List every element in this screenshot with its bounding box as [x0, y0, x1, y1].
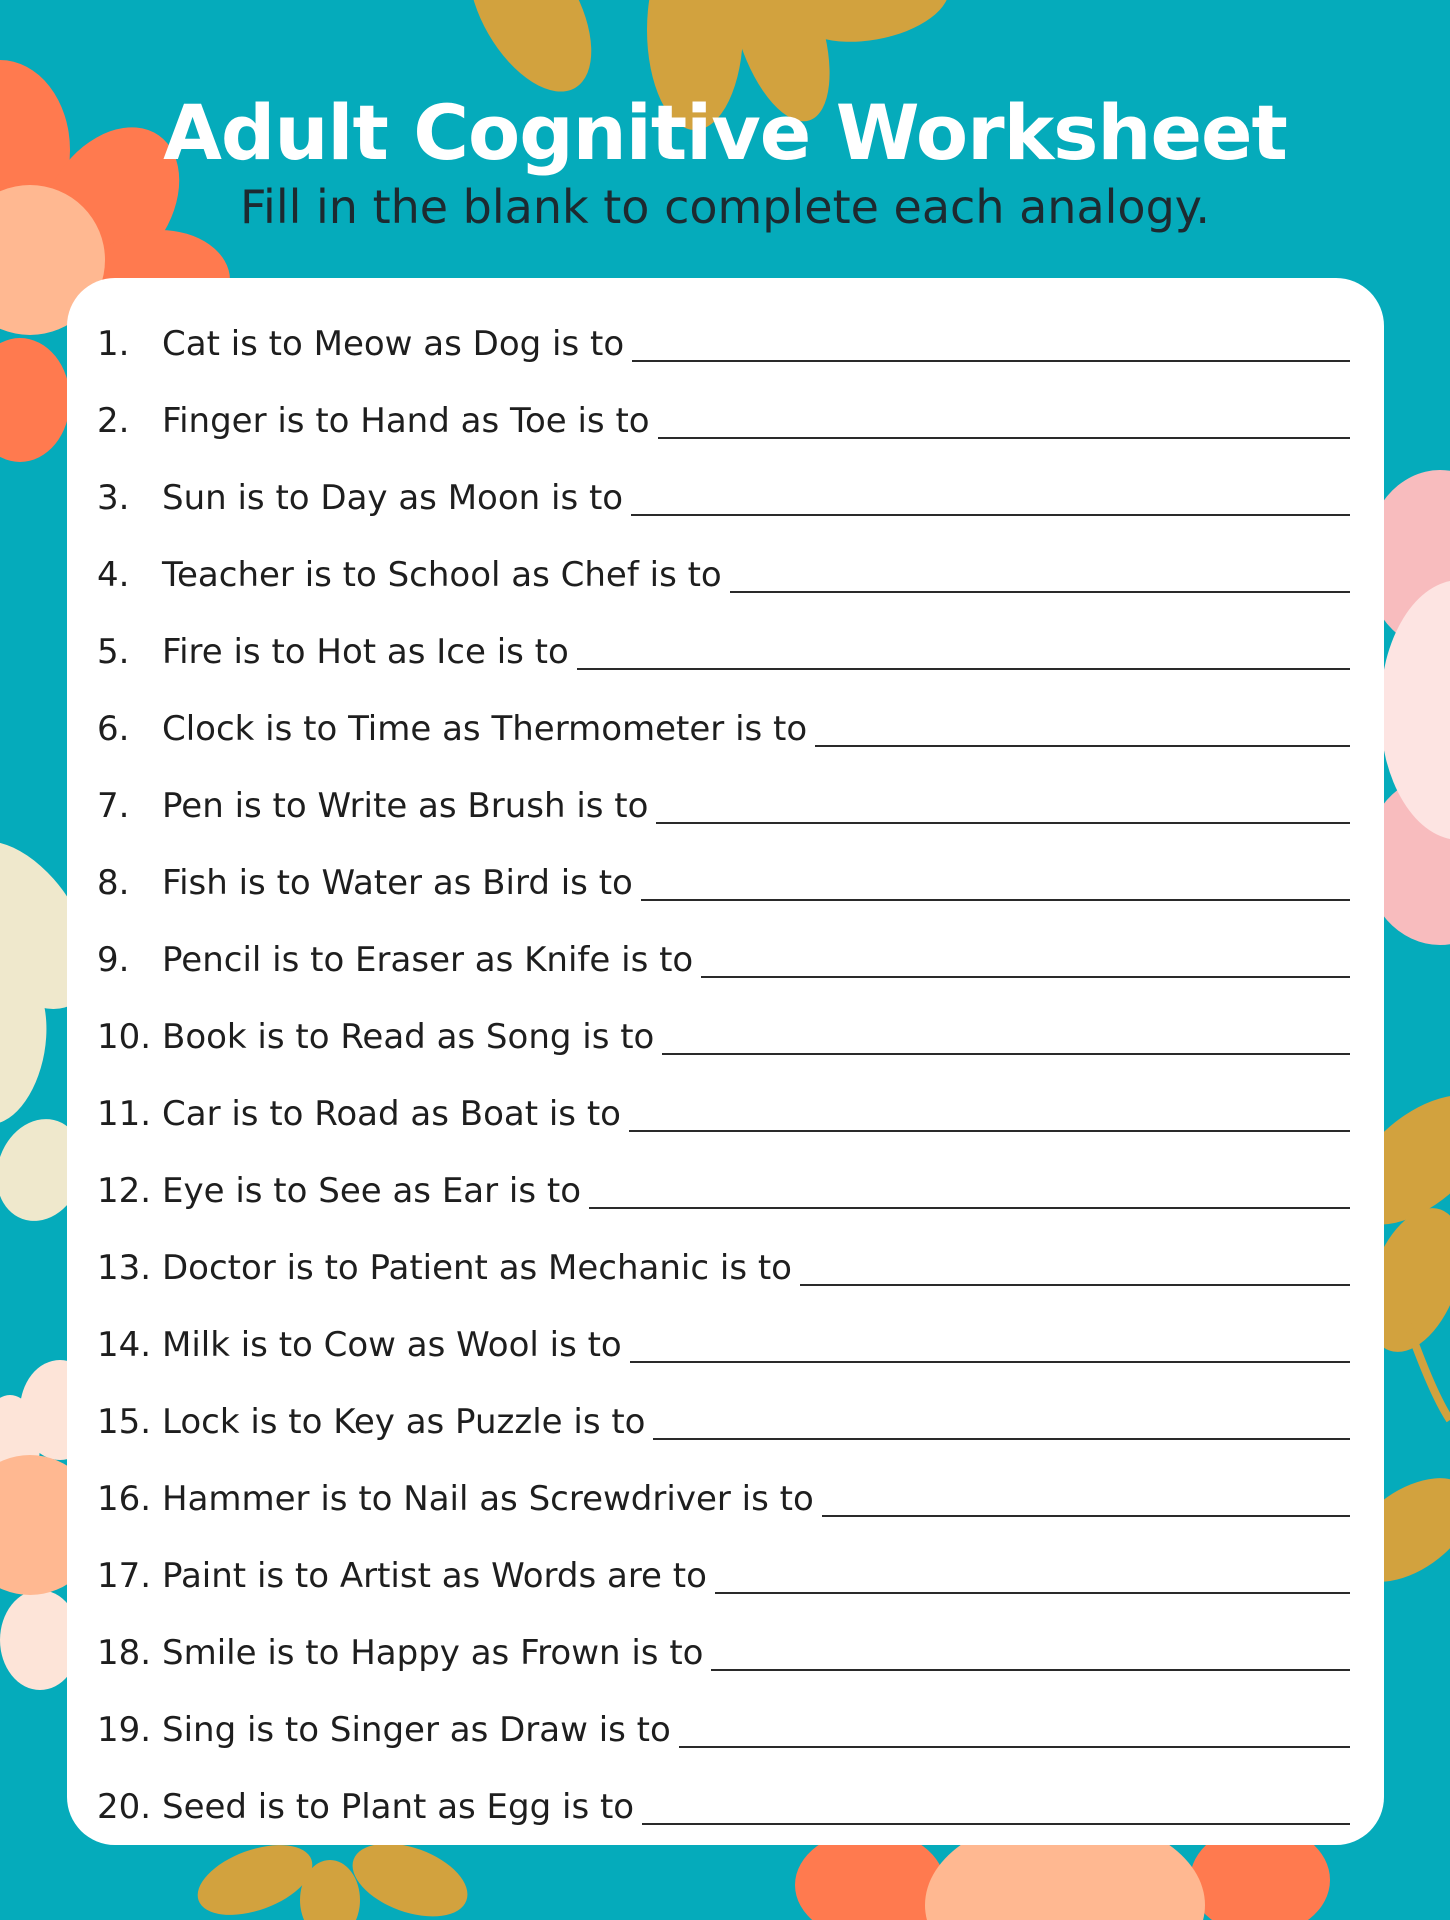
- item-question: Seed is to Plant as Egg is to: [162, 1787, 635, 1827]
- item-number: 15.: [97, 1402, 152, 1442]
- list-item: [67, 537, 1384, 597]
- list-item: [67, 1538, 1384, 1598]
- item-question: Eye is to See as Ear is to: [162, 1171, 582, 1211]
- item-question: Doctor is to Patient as Mechanic is to: [162, 1248, 792, 1288]
- item-number: 14.: [97, 1325, 152, 1365]
- page-subtitle: Fill in the blank to complete each analogy.: [239, 180, 1211, 234]
- list-item: [67, 1692, 1384, 1752]
- item-number: 7.: [97, 786, 130, 826]
- item-question: Pencil is to Eraser as Knife is to: [162, 940, 694, 980]
- list-item: [67, 383, 1384, 443]
- list-item: [67, 1461, 1384, 1521]
- answer-blank[interactable]: [642, 1821, 1350, 1825]
- answer-blank[interactable]: [632, 358, 1350, 362]
- list-item: [67, 845, 1384, 905]
- item-question: Teacher is to School as Chef is to: [162, 555, 722, 595]
- item-number: 16.: [97, 1479, 152, 1519]
- item-question: Sing is to Singer as Draw is to: [162, 1710, 671, 1750]
- item-question: Lock is to Key as Puzzle is to: [162, 1402, 646, 1442]
- list-item: [67, 691, 1384, 751]
- item-question: Smile is to Happy as Frown is to: [162, 1633, 704, 1673]
- list-item: [67, 460, 1384, 520]
- answer-blank[interactable]: [711, 1667, 1350, 1671]
- answer-blank[interactable]: [641, 897, 1350, 901]
- item-number: 18.: [97, 1633, 152, 1673]
- item-question: Finger is to Hand as Toe is to: [162, 401, 650, 441]
- item-question: Pen is to Write as Brush is to: [162, 786, 649, 826]
- item-number: 5.: [97, 632, 130, 672]
- item-question: Fish is to Water as Bird is to: [162, 863, 633, 903]
- item-question: Book is to Read as Song is to: [162, 1017, 655, 1057]
- answer-blank[interactable]: [679, 1744, 1350, 1748]
- answer-blank[interactable]: [589, 1205, 1350, 1209]
- item-number: 13.: [97, 1248, 152, 1288]
- list-item: [67, 1769, 1384, 1829]
- item-number: 11.: [97, 1094, 152, 1134]
- list-item: [67, 1615, 1384, 1675]
- item-number: 1.: [97, 324, 130, 364]
- item-number: 20.: [97, 1787, 152, 1827]
- list-item: [67, 922, 1384, 982]
- item-number: 4.: [97, 555, 130, 595]
- answer-blank[interactable]: [815, 743, 1350, 747]
- answer-blank[interactable]: [656, 820, 1350, 824]
- list-item: [67, 306, 1384, 366]
- answer-blank[interactable]: [631, 512, 1350, 516]
- answer-blank[interactable]: [658, 435, 1350, 439]
- list-item: [67, 999, 1384, 1059]
- item-number: 10.: [97, 1017, 152, 1057]
- item-question: Cat is to Meow as Dog is to: [162, 324, 625, 364]
- list-item: [67, 1307, 1384, 1367]
- item-question: Car is to Road as Boat is to: [162, 1094, 621, 1134]
- list-item: [67, 1230, 1384, 1290]
- answer-blank[interactable]: [800, 1282, 1350, 1286]
- item-number: 9.: [97, 940, 130, 980]
- answer-blank[interactable]: [629, 1128, 1350, 1132]
- list-item: [67, 768, 1384, 828]
- worksheet-card: [67, 278, 1384, 1845]
- answer-blank[interactable]: [630, 1359, 1350, 1363]
- item-number: 12.: [97, 1171, 152, 1211]
- item-number: 8.: [97, 863, 130, 903]
- item-number: 3.: [97, 478, 130, 518]
- item-question: Sun is to Day as Moon is to: [162, 478, 624, 518]
- list-item: [67, 1384, 1384, 1444]
- item-question: Clock is to Time as Thermometer is to: [162, 709, 808, 749]
- item-number: 2.: [97, 401, 130, 441]
- item-number: 17.: [97, 1556, 152, 1596]
- item-question: Fire is to Hot as Ice is to: [162, 632, 569, 672]
- answer-blank[interactable]: [715, 1590, 1350, 1594]
- item-number: 6.: [97, 709, 130, 749]
- list-item: [67, 1153, 1384, 1213]
- page-title: Adult Cognitive Worksheet: [163, 88, 1287, 177]
- item-number: 19.: [97, 1710, 152, 1750]
- list-item: [67, 614, 1384, 674]
- answer-blank[interactable]: [701, 974, 1350, 978]
- list-item: [67, 1076, 1384, 1136]
- answer-blank[interactable]: [730, 589, 1350, 593]
- item-question: Hammer is to Nail as Screwdriver is to: [162, 1479, 814, 1519]
- answer-blank[interactable]: [822, 1513, 1350, 1517]
- answer-blank[interactable]: [662, 1051, 1350, 1055]
- answer-blank[interactable]: [653, 1436, 1350, 1440]
- answer-blank[interactable]: [577, 666, 1350, 670]
- item-question: Milk is to Cow as Wool is to: [162, 1325, 622, 1365]
- item-question: Paint is to Artist as Words are to: [162, 1556, 707, 1596]
